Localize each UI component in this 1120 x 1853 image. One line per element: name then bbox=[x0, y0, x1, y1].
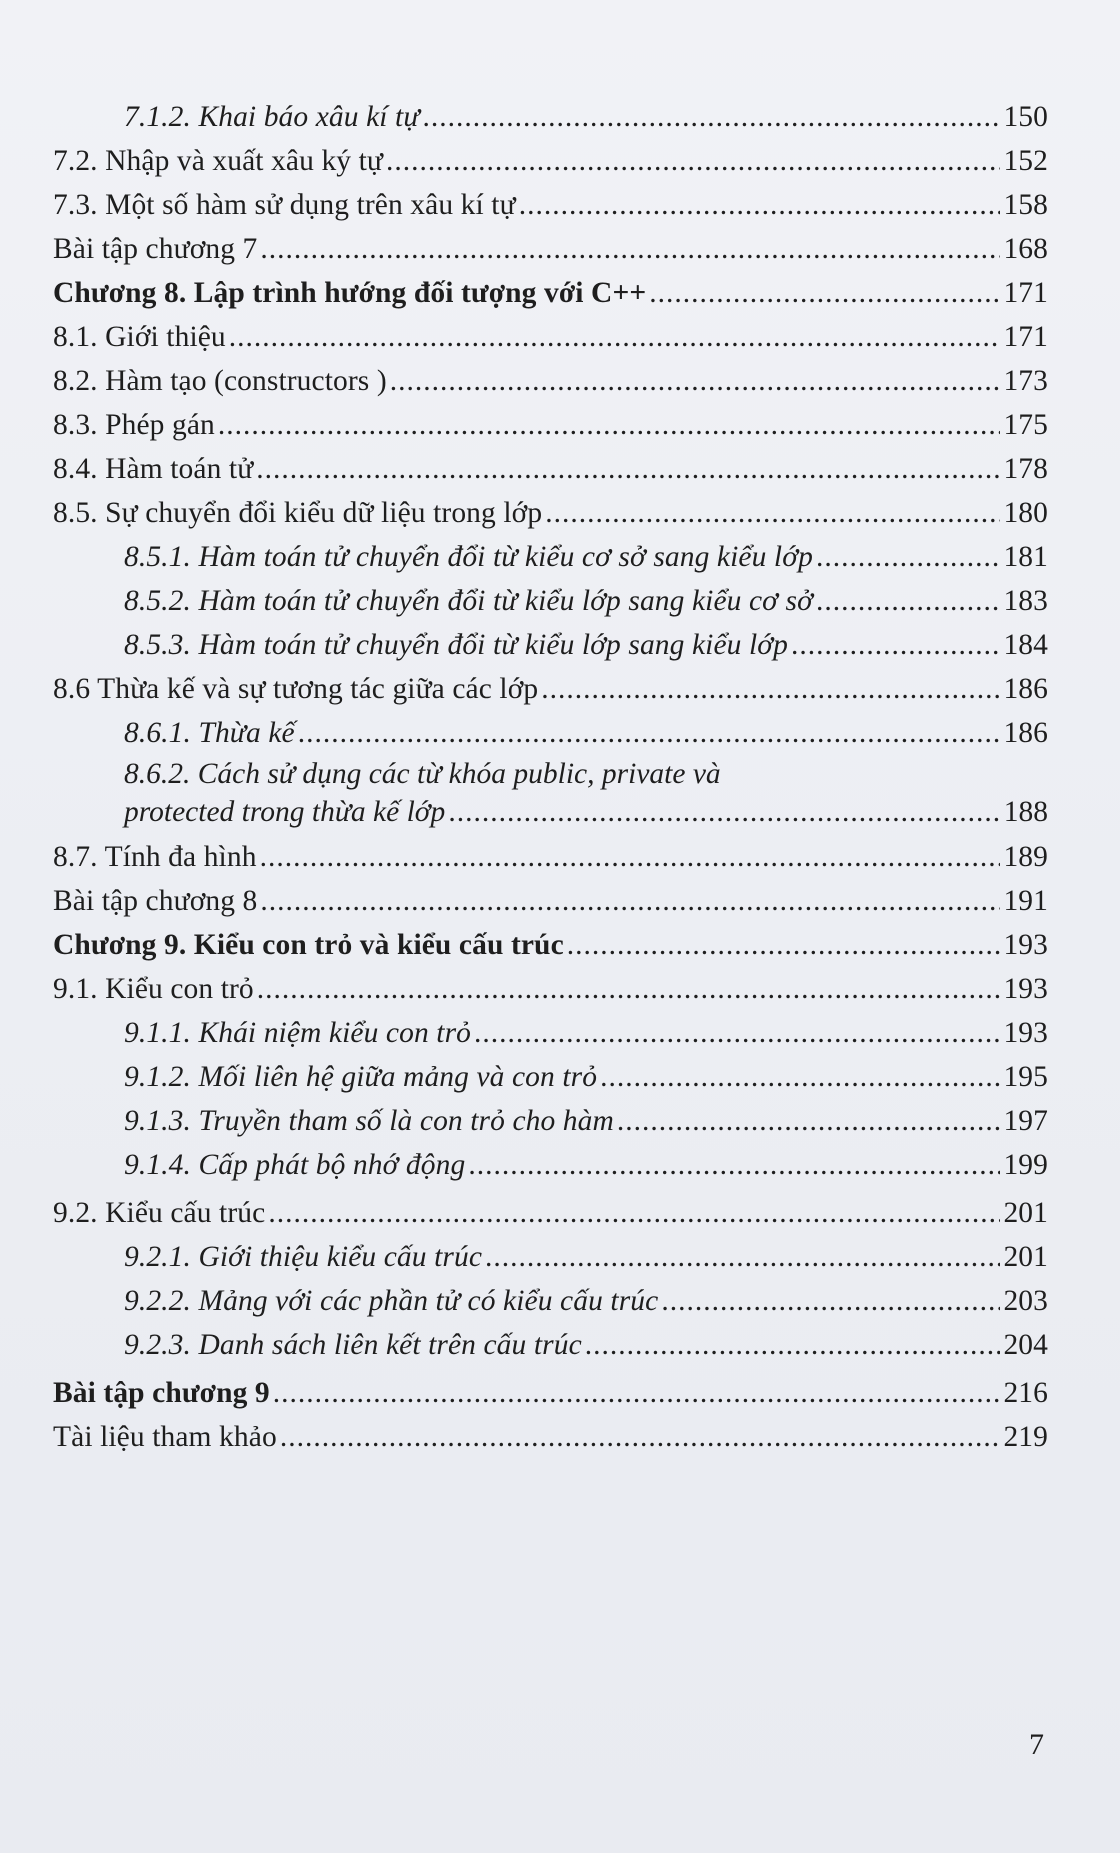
toc-entry[interactable] bbox=[53, 835, 1048, 879]
toc-entry-title: 8.5.3. Hàm toán tử chuyển đổi từ kiểu lớp sang kiểu lớp bbox=[124, 629, 788, 661]
toc-entry-title: 8.5.2. Hàm toán tử chuyển đổi từ kiểu lớp sang kiểu cơ sở bbox=[124, 585, 813, 617]
toc-entry[interactable] bbox=[53, 139, 1048, 183]
toc-leader-dots bbox=[280, 1415, 1001, 1459]
toc-leader-dots bbox=[545, 491, 1000, 535]
toc-entry-title: 9.1.3. Truyền tham số là con trỏ cho hàm bbox=[124, 1105, 614, 1137]
toc-entry-page: 171 bbox=[1003, 321, 1048, 353]
toc-entry-page: 168 bbox=[1003, 233, 1048, 265]
toc-leader-dots bbox=[474, 1011, 1000, 1055]
toc-entry-page: 178 bbox=[1003, 453, 1048, 485]
toc-leader-dots bbox=[468, 1143, 1000, 1187]
toc-leader-dots bbox=[423, 95, 1001, 139]
toc-entry-title: 7.1.2. Khai báo xâu kí tự bbox=[124, 101, 420, 133]
toc-entry-title: 9.2.2. Mảng với các phần tử có kiểu cấu trúc bbox=[124, 1285, 659, 1317]
toc-entry[interactable] bbox=[53, 967, 1048, 1011]
toc-entry[interactable] bbox=[53, 535, 1048, 579]
toc-entry-title: Bài tập chương 9 bbox=[53, 1377, 270, 1409]
toc-entry-title: 8.1. Giới thiệu bbox=[53, 321, 226, 353]
toc-entry-page: 195 bbox=[1003, 1061, 1048, 1093]
toc-leader-dots bbox=[260, 227, 1000, 271]
toc-leader-dots bbox=[386, 139, 1000, 183]
toc-entry-title: 9.1. Kiểu con trỏ bbox=[53, 973, 254, 1005]
toc-entry-title: 8.6 Thừa kế và sự tương tác giữa các lớp bbox=[53, 673, 539, 705]
toc-entry[interactable] bbox=[53, 1235, 1048, 1279]
toc-entry[interactable] bbox=[53, 667, 1048, 711]
toc-entry-title: 8.6.1. Thừa kế bbox=[124, 717, 295, 749]
toc-entry-page: 183 bbox=[1003, 585, 1048, 617]
toc-entry-title: 9.2.1. Giới thiệu kiểu cấu trúc bbox=[124, 1241, 483, 1273]
toc-entry-page: 203 bbox=[1003, 1285, 1048, 1317]
toc-entry-page: 191 bbox=[1003, 885, 1048, 917]
toc-chapter-entry[interactable] bbox=[53, 923, 1048, 967]
toc-leader-dots bbox=[816, 579, 1001, 623]
page-number: 7 bbox=[1029, 1728, 1044, 1761]
toc-entry-page: 186 bbox=[1003, 717, 1048, 749]
toc-entry-page: 150 bbox=[1003, 101, 1048, 133]
toc-entry[interactable] bbox=[53, 227, 1048, 271]
toc-leader-dots bbox=[791, 623, 1000, 667]
toc-entry-page: 199 bbox=[1003, 1149, 1048, 1181]
toc-leader-dots bbox=[816, 535, 1001, 579]
toc-entry-title: Bài tập chương 8 bbox=[53, 885, 258, 917]
toc-entry-page: 189 bbox=[1003, 841, 1048, 873]
toc-entry-page: 188 bbox=[1003, 796, 1048, 828]
toc-entry-page: 216 bbox=[1003, 1377, 1048, 1409]
toc-entry-title: 9.2. Kiểu cấu trúc bbox=[53, 1197, 266, 1229]
toc-entry[interactable] bbox=[53, 579, 1048, 623]
toc-leader-dots bbox=[260, 835, 1001, 879]
toc-entry-page: 171 bbox=[1003, 277, 1048, 309]
toc-entry-page: 158 bbox=[1003, 189, 1048, 221]
toc-entry-page: 175 bbox=[1003, 409, 1048, 441]
toc-entry-page: 201 bbox=[1003, 1241, 1048, 1273]
toc-entry[interactable] bbox=[53, 1011, 1048, 1055]
toc-entry-title: 8.5.1. Hàm toán tử chuyển đổi từ kiểu cơ sở sang kiểu lớp bbox=[124, 541, 813, 573]
toc-leader-dots bbox=[260, 879, 1000, 923]
toc-entry-title: 9.1.2. Mối liên hệ giữa mảng và con trỏ bbox=[124, 1061, 598, 1093]
toc-entry-multiline[interactable] bbox=[53, 755, 1048, 831]
toc-entry-title: Tài liệu tham khảo bbox=[53, 1421, 277, 1453]
toc-entry-page: 152 bbox=[1003, 145, 1048, 177]
toc-entry[interactable] bbox=[53, 711, 1048, 755]
toc-entry[interactable] bbox=[53, 1055, 1048, 1099]
toc-entry-page: 197 bbox=[1003, 1105, 1048, 1137]
toc-leader-dots bbox=[390, 359, 1001, 403]
toc-entry[interactable] bbox=[53, 359, 1048, 403]
toc-entry-title-line2: protected trong thừa kế lớp bbox=[124, 796, 446, 828]
toc-entry-page: 201 bbox=[1003, 1197, 1048, 1229]
toc-entry-page: 186 bbox=[1003, 673, 1048, 705]
toc-leader-dots bbox=[519, 183, 1001, 227]
toc-entry[interactable] bbox=[53, 403, 1048, 447]
toc-leader-dots bbox=[600, 1055, 1000, 1099]
toc-leader-dots bbox=[229, 315, 1001, 359]
toc-entry-title: 8.3. Phép gán bbox=[53, 409, 215, 441]
toc-entry-page: 180 bbox=[1003, 497, 1048, 529]
toc-leader-dots bbox=[257, 967, 1001, 1011]
toc-leader-dots bbox=[256, 447, 1000, 491]
toc-entry-page: 204 bbox=[1003, 1329, 1048, 1361]
toc-leader-dots bbox=[661, 1279, 1000, 1323]
toc-leader-dots bbox=[567, 923, 1001, 967]
toc-leader-dots bbox=[485, 1235, 1000, 1279]
toc-leader-dots bbox=[268, 1191, 1000, 1235]
toc-entry-title: 9.1.4. Cấp phát bộ nhớ động bbox=[124, 1149, 466, 1181]
toc-chapter-entry[interactable] bbox=[53, 1371, 1048, 1415]
toc-entry[interactable] bbox=[53, 623, 1048, 667]
toc-entry[interactable] bbox=[53, 95, 1048, 139]
toc-entry[interactable] bbox=[53, 1323, 1048, 1367]
toc-leader-dots bbox=[298, 711, 1001, 755]
toc-entry-title: 8.4. Hàm toán tử bbox=[53, 453, 254, 485]
toc-entry-title: 9.2.3. Danh sách liên kết trên cấu trúc bbox=[124, 1329, 582, 1361]
table-of-contents bbox=[53, 95, 1048, 1459]
toc-entry[interactable] bbox=[53, 1099, 1048, 1143]
toc-entry[interactable] bbox=[53, 1415, 1048, 1459]
toc-leader-dots bbox=[218, 403, 1001, 447]
toc-entry[interactable] bbox=[53, 879, 1048, 923]
toc-entry-title-line1: 8.6.2. Cách sử dụng các từ khóa public, private và bbox=[124, 758, 721, 790]
toc-entry-page: 193 bbox=[1003, 1017, 1048, 1049]
toc-entry-title: 7.3. Một số hàm sử dụng trên xâu kí tự bbox=[53, 189, 516, 221]
toc-entry-page: 193 bbox=[1003, 973, 1048, 1005]
toc-entry[interactable] bbox=[53, 1279, 1048, 1323]
toc-entry-title: Chương 8. Lập trình hướng đối tượng với C++ bbox=[53, 277, 647, 309]
toc-entry[interactable] bbox=[53, 315, 1048, 359]
toc-entry[interactable] bbox=[53, 183, 1048, 227]
toc-entry-page: 173 bbox=[1003, 365, 1048, 397]
toc-leader-dots bbox=[649, 271, 1000, 315]
toc-entry[interactable] bbox=[53, 1191, 1048, 1235]
toc-entry-title: 8.2. Hàm tạo (constructors ) bbox=[53, 365, 387, 397]
toc-entry[interactable] bbox=[53, 447, 1048, 491]
toc-leader-dots bbox=[273, 1371, 1001, 1415]
toc-entry-title: 7.2. Nhập và xuất xâu ký tự bbox=[53, 145, 384, 177]
toc-entry-title: Chương 9. Kiểu con trỏ và kiểu cấu trúc bbox=[53, 929, 564, 961]
toc-entry-title: Bài tập chương 7 bbox=[53, 233, 258, 265]
toc-entry-page: 219 bbox=[1003, 1421, 1048, 1453]
toc-entry[interactable] bbox=[53, 491, 1048, 535]
toc-leader-dots bbox=[617, 1099, 1001, 1143]
toc-chapter-entry[interactable] bbox=[53, 271, 1048, 315]
toc-entry[interactable] bbox=[53, 1143, 1048, 1187]
toc-leader-dots bbox=[448, 793, 1000, 831]
toc-entry-page: 181 bbox=[1003, 541, 1048, 573]
toc-leader-dots bbox=[541, 667, 1000, 711]
toc-entry-title: 8.5. Sự chuyển đổi kiểu dữ liệu trong lớp bbox=[53, 497, 543, 529]
toc-entry-title: 9.1.1. Khái niệm kiểu con trỏ bbox=[124, 1017, 472, 1049]
toc-entry-page: 184 bbox=[1003, 629, 1048, 661]
toc-entry-title: 8.7. Tính đa hình bbox=[53, 841, 257, 873]
toc-entry-page: 193 bbox=[1003, 929, 1048, 961]
toc-leader-dots bbox=[585, 1323, 1001, 1367]
